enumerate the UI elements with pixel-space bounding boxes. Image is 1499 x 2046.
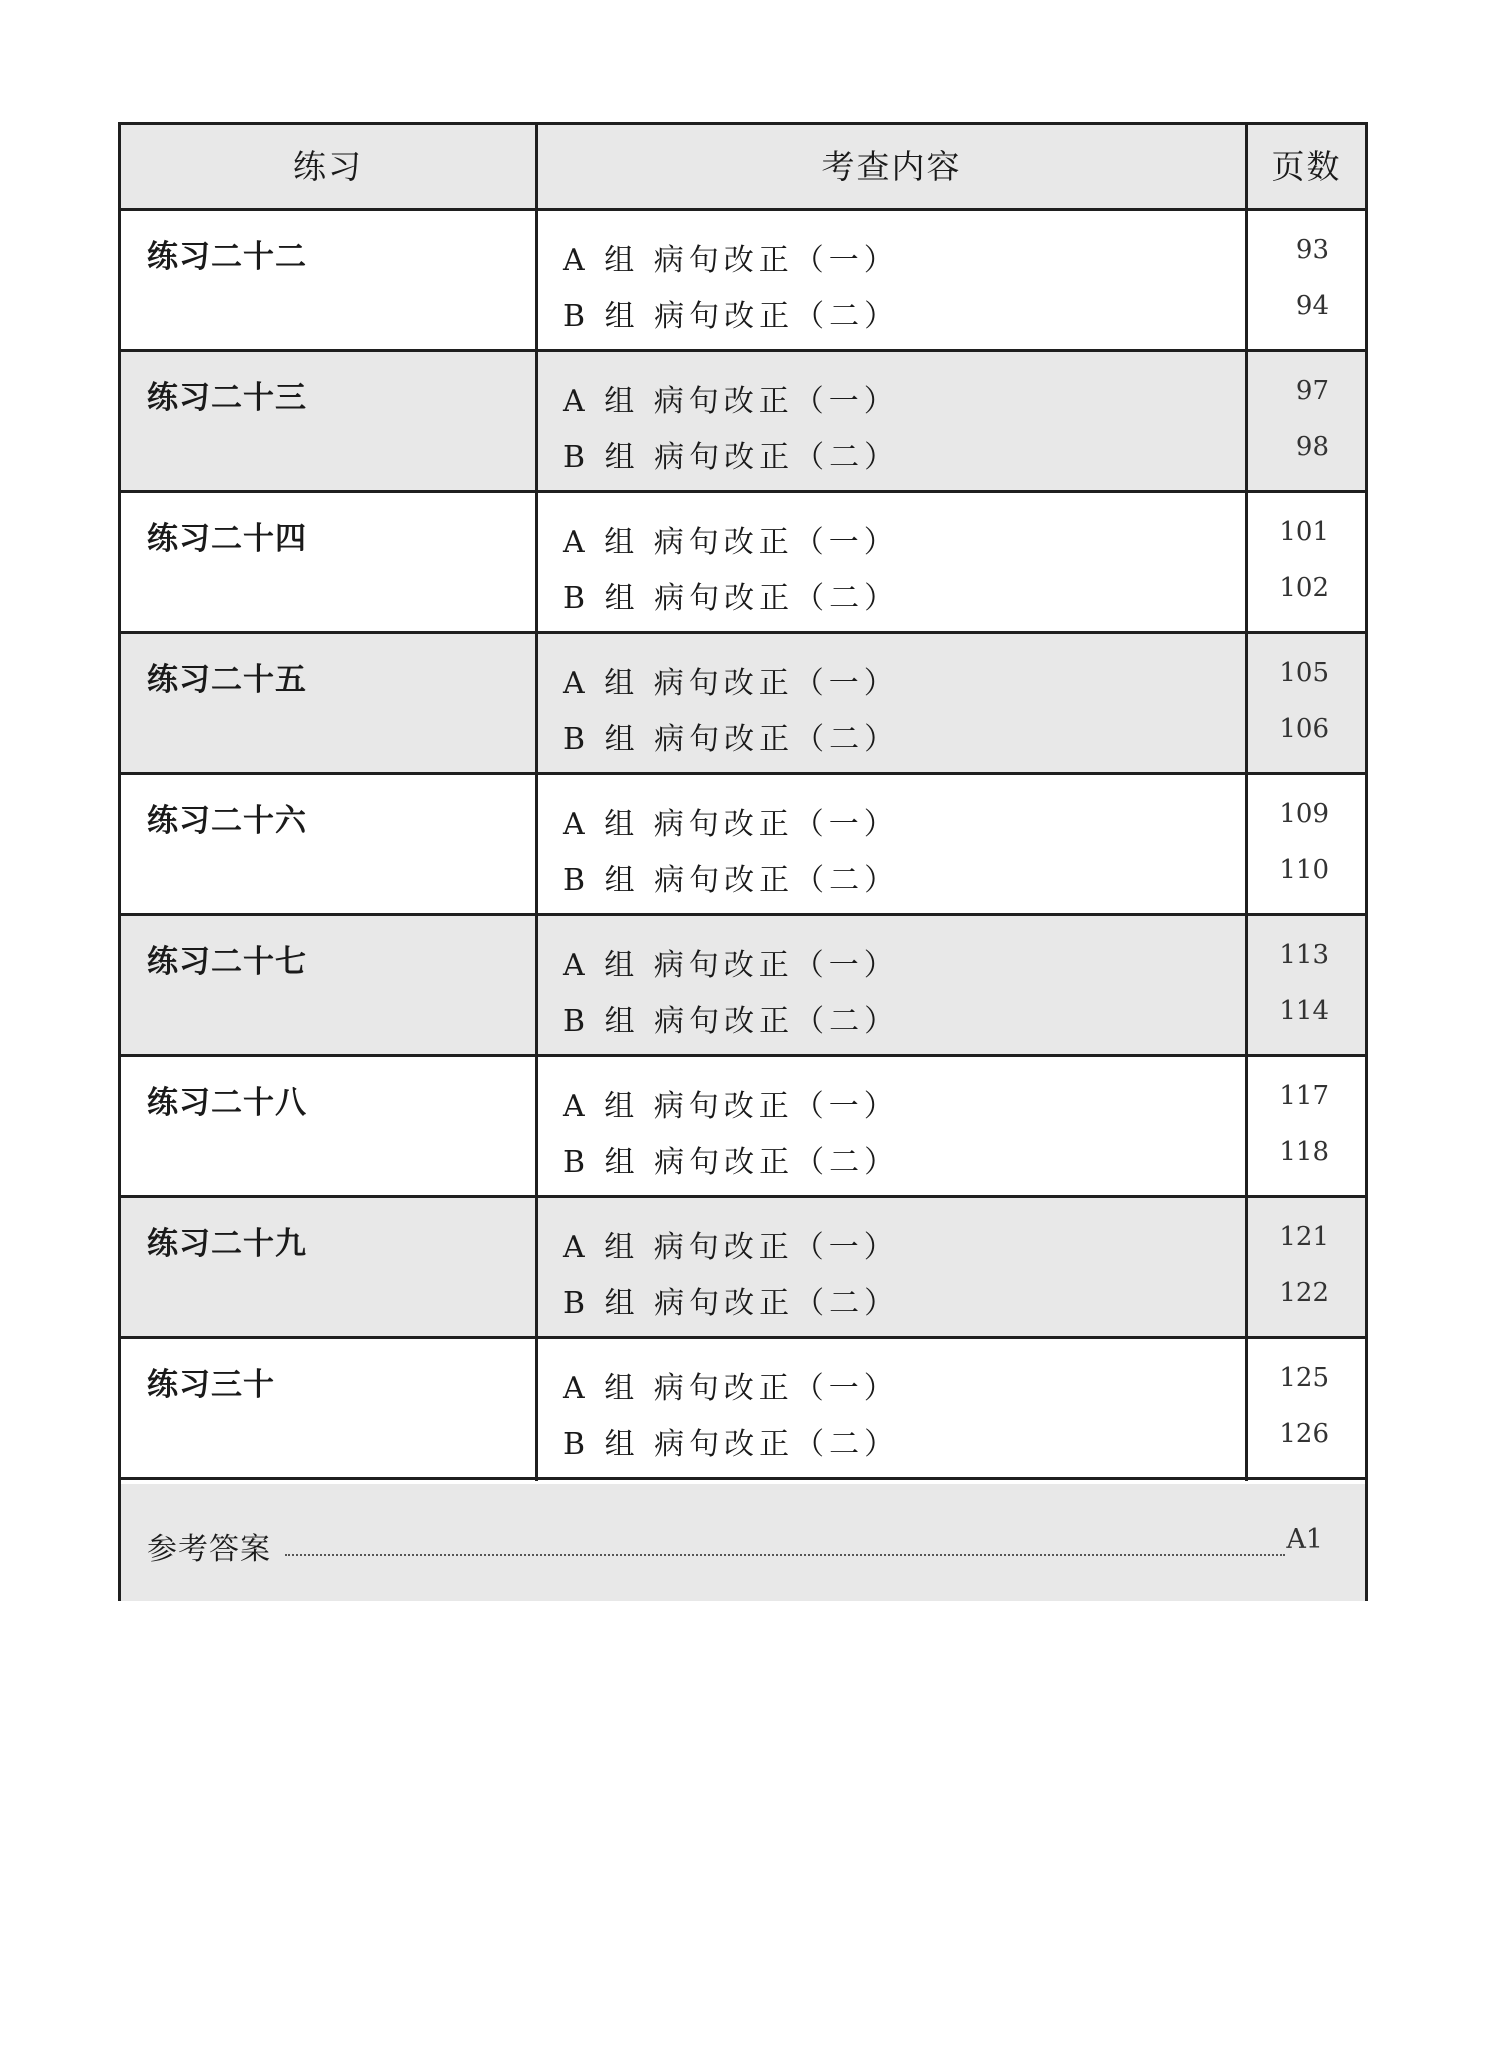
group-a-page: 125	[1279, 1363, 1329, 1393]
group-b-topic: B 组 病句改正（二）	[563, 1427, 900, 1462]
exercise-name: 练习三十	[147, 1367, 275, 1403]
table-row	[121, 352, 1365, 493]
column-divider	[535, 125, 538, 1481]
table-row	[121, 1339, 1365, 1480]
exercise-name: 练习二十八	[147, 1085, 307, 1121]
group-a-page: 113	[1279, 940, 1329, 970]
group-b-topic: B 组 病句改正（二）	[563, 1004, 900, 1039]
group-b-page: 98	[1295, 432, 1329, 462]
group-b-page: 102	[1279, 573, 1329, 603]
group-b-page: 106	[1279, 714, 1329, 744]
header-pages: 页数	[1271, 147, 1342, 186]
exercise-name: 练习二十五	[147, 662, 307, 698]
table-row	[121, 1057, 1365, 1198]
exercise-name: 练习二十六	[147, 803, 307, 839]
group-a-topic: A 组 病句改正（一）	[563, 243, 899, 278]
group-a-topic: A 组 病句改正（一）	[563, 807, 899, 842]
group-a-page: 117	[1279, 1081, 1329, 1111]
group-a-topic: A 组 病句改正（一）	[563, 525, 899, 560]
group-a-topic: A 组 病句改正（一）	[563, 1230, 899, 1265]
group-a-page: 101	[1279, 517, 1329, 547]
group-b-page: 94	[1295, 291, 1329, 321]
group-b-topic: B 组 病句改正（二）	[563, 581, 900, 616]
group-b-topic: B 组 病句改正（二）	[563, 1145, 900, 1180]
group-b-page: 110	[1279, 855, 1329, 885]
table-row	[121, 493, 1365, 634]
group-a-page: 105	[1279, 658, 1329, 688]
group-a-topic: A 组 病句改正（一）	[563, 666, 899, 701]
answer-label: 参考答案	[147, 1532, 271, 1567]
group-a-topic: A 组 病句改正（一）	[563, 384, 899, 419]
exercise-name: 练习二十二	[147, 239, 307, 275]
group-a-page: 109	[1279, 799, 1329, 829]
table-row	[121, 775, 1365, 916]
group-a-page: 93	[1295, 235, 1329, 265]
exercise-name: 练习二十七	[147, 944, 307, 980]
leader-dots	[285, 1554, 1285, 1556]
group-b-topic: B 组 病句改正（二）	[563, 440, 900, 475]
group-a-topic: A 组 病句改正（一）	[563, 948, 899, 983]
group-b-topic: B 组 病句改正（二）	[563, 1286, 900, 1321]
column-divider	[1245, 125, 1248, 1481]
exercise-name: 练习二十四	[147, 521, 307, 557]
group-b-page: 114	[1279, 996, 1329, 1026]
header-content: 考查内容	[821, 147, 962, 186]
group-a-topic: A 组 病句改正（一）	[563, 1089, 899, 1124]
table-header	[121, 125, 1365, 211]
group-b-topic: B 组 病句改正（二）	[563, 722, 900, 757]
group-b-page: 122	[1279, 1278, 1329, 1308]
answer-page: A1	[1286, 1524, 1323, 1555]
group-b-page: 118	[1279, 1137, 1329, 1167]
table-row	[121, 1198, 1365, 1339]
group-b-topic: B 组 病句改正（二）	[563, 863, 900, 898]
table-row	[121, 916, 1365, 1057]
group-b-page: 126	[1279, 1419, 1329, 1449]
exercise-name: 练习二十三	[147, 380, 307, 416]
group-a-page: 97	[1295, 376, 1329, 406]
group-a-page: 121	[1279, 1222, 1329, 1252]
answer-row	[121, 1484, 1365, 1601]
header-exercise: 练习	[293, 147, 363, 186]
table-row	[121, 211, 1365, 352]
group-a-topic: A 组 病句改正（一）	[563, 1371, 899, 1406]
toc-table	[118, 122, 1368, 1601]
table-row	[121, 634, 1365, 775]
exercise-name: 练习二十九	[147, 1226, 307, 1262]
group-b-topic: B 组 病句改正（二）	[563, 299, 900, 334]
